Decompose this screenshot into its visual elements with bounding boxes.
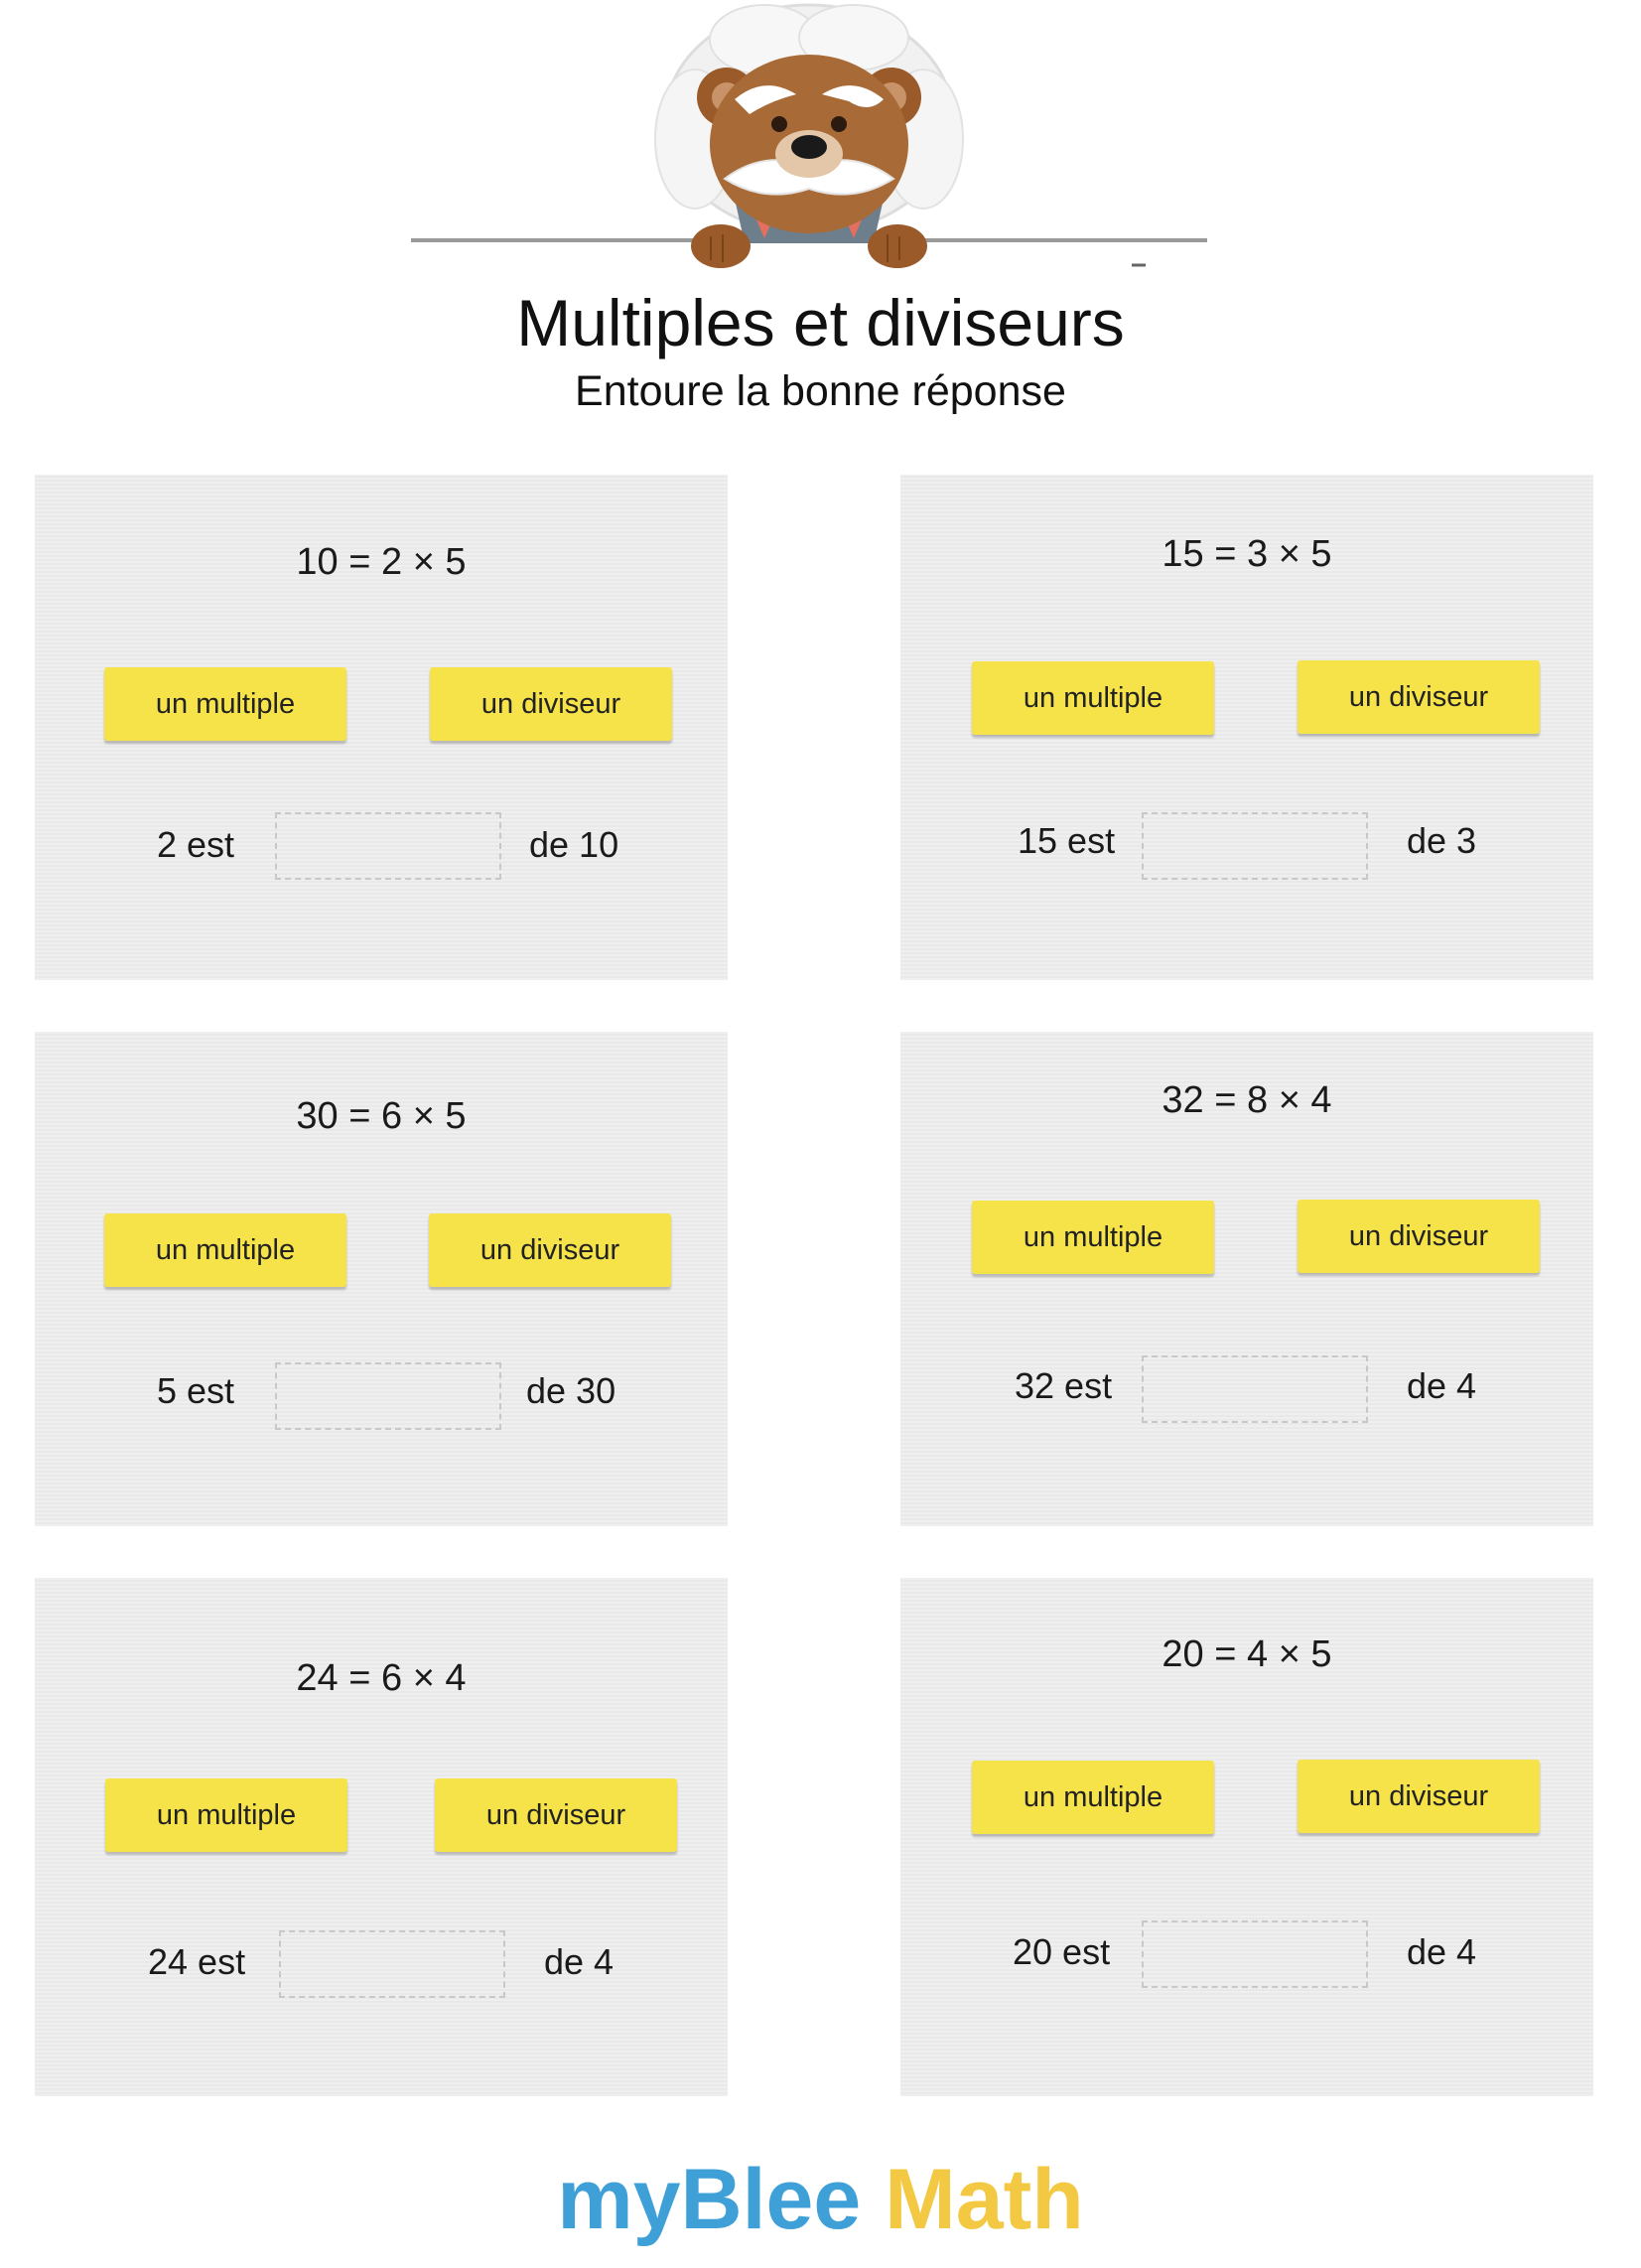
brand-logo-part2: Math: [885, 2152, 1084, 2247]
divisor-option-button[interactable]: un diviseur: [430, 667, 672, 741]
page-title: Multiples et diviseurs: [516, 286, 1125, 359]
answer-box[interactable]: [1142, 1355, 1368, 1423]
multiple-option-button[interactable]: un multiple: [972, 1201, 1214, 1274]
answer-box[interactable]: [1142, 812, 1368, 880]
statement-subject: 24 est: [148, 1941, 246, 1982]
statement-object: de 4: [1407, 1931, 1477, 1972]
brand-logo-part1: myBlee: [557, 2152, 862, 2247]
exercise-card: [35, 475, 728, 980]
statement-object: de 30: [526, 1370, 616, 1411]
answer-box[interactable]: [275, 1362, 501, 1430]
equation: 30 = 6 × 5: [296, 1095, 467, 1137]
answer-box[interactable]: [275, 812, 501, 880]
exercise-card: [35, 1032, 728, 1526]
statement-object: de 4: [1407, 1365, 1477, 1406]
multiple-option-button[interactable]: un multiple: [972, 661, 1214, 735]
multiple-option-button[interactable]: un multiple: [104, 667, 346, 741]
exercise-card: [900, 1032, 1593, 1526]
statement-subject: 5 est: [157, 1370, 235, 1411]
answer-box[interactable]: [1142, 1920, 1368, 1988]
statement-subject: 2 est: [157, 824, 235, 865]
multiple-option-button[interactable]: un multiple: [105, 1778, 347, 1852]
answer-box[interactable]: [279, 1930, 505, 1998]
equation: 10 = 2 × 5: [296, 541, 467, 583]
statement-object: de 10: [529, 824, 619, 865]
statement-subject: 20 est: [1013, 1931, 1111, 1972]
equation: 20 = 4 × 5: [1162, 1633, 1332, 1675]
divisor-option-button[interactable]: un diviseur: [435, 1778, 677, 1852]
divisor-option-button[interactable]: un diviseur: [1298, 660, 1540, 734]
multiple-option-button[interactable]: un multiple: [972, 1761, 1214, 1834]
divisor-option-button[interactable]: un diviseur: [1298, 1760, 1540, 1833]
page-subtitle: Entoure la bonne réponse: [575, 367, 1066, 415]
brand-logo: [0, 2150, 1641, 2249]
statement-object: de 4: [544, 1941, 615, 1982]
exercise-card: [900, 475, 1593, 980]
divisor-option-button[interactable]: un diviseur: [429, 1213, 671, 1287]
exercise-card: [35, 1578, 728, 2096]
multiple-option-button[interactable]: un multiple: [104, 1213, 346, 1287]
divisor-option-button[interactable]: un diviseur: [1298, 1200, 1540, 1273]
exercise-card: [900, 1578, 1593, 2096]
statement-subject: 32 est: [1015, 1365, 1113, 1406]
statement-object: de 3: [1407, 820, 1477, 861]
equation: 24 = 6 × 4: [296, 1657, 467, 1699]
equation: 32 = 8 × 4: [1162, 1079, 1332, 1121]
equation: 15 = 3 × 5: [1162, 533, 1332, 575]
bear-mascot-icon: [407, 0, 1211, 278]
statement-subject: 15 est: [1018, 820, 1116, 861]
